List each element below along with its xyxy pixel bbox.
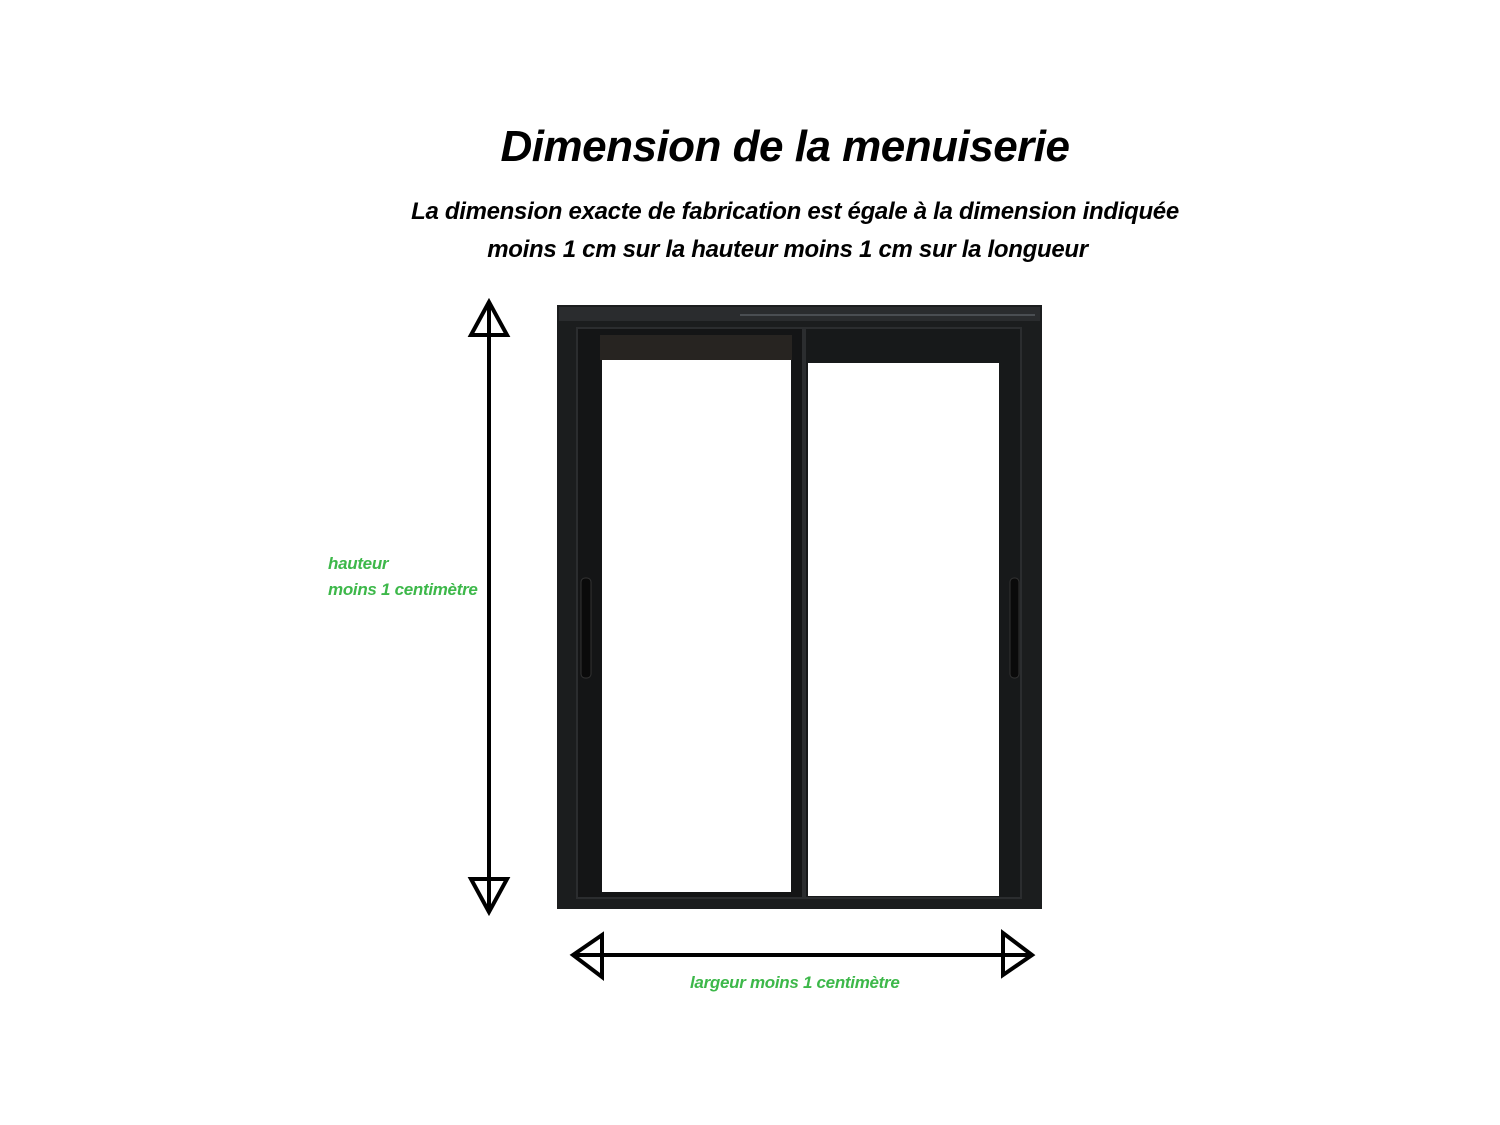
- glass-panel-right: [808, 363, 999, 896]
- glass-panel-left: [602, 360, 791, 892]
- height-label-line-2: moins 1 centimètre: [328, 580, 478, 599]
- sliding-window-illustration: [557, 305, 1042, 909]
- handle-left-icon: [581, 578, 591, 678]
- subtitle-line-2: moins 1 cm sur la hauteur moins 1 cm sur la longueur: [487, 236, 1088, 263]
- width-arrow-icon: [573, 933, 1032, 977]
- height-label-line-1: hauteur: [328, 554, 389, 573]
- subtitle-line-1: La dimension exacte de fabrication est égale à la dimension indiquée: [411, 198, 1179, 225]
- height-arrow-icon: [471, 302, 507, 912]
- handle-right-icon: [1010, 578, 1019, 678]
- page-title: Dimension de la menuiserie: [500, 122, 1070, 171]
- width-label: largeur moins 1 centimètre: [690, 973, 900, 992]
